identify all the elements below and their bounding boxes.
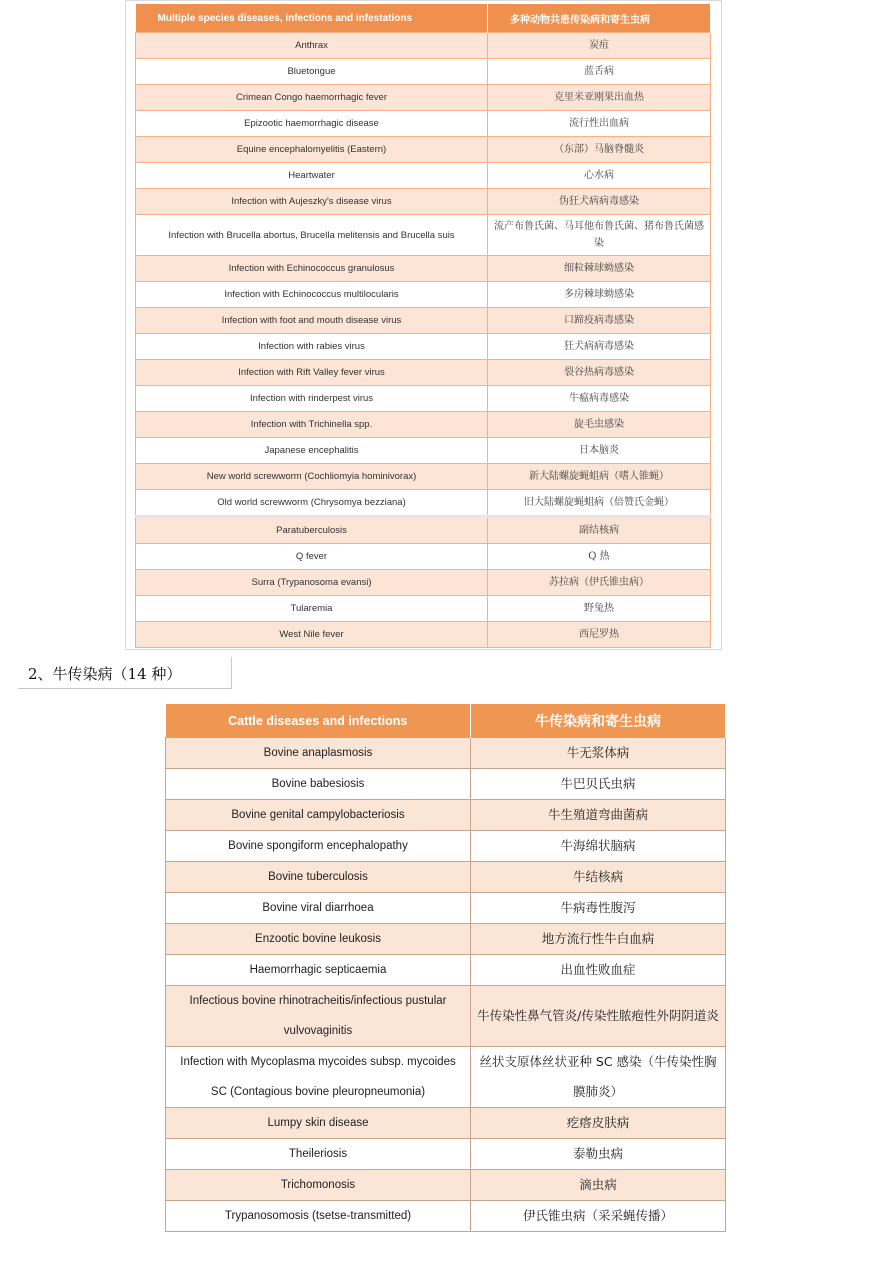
table1-header-zh: 多种动物共患传染病和寄生虫病 <box>488 4 711 33</box>
table-row <box>166 1139 726 1170</box>
disease-name-zh: 细粒棘球蚴感染 <box>488 256 711 282</box>
disease-name-en: Old world screwworm (Chrysomya bezziana) <box>136 490 488 517</box>
disease-name-zh: 旧大陆螺旋蝇蛆病（倍赞氏金蝇） <box>488 490 711 517</box>
section-heading-box <box>18 657 232 689</box>
table-row <box>136 59 711 85</box>
disease-name-zh: 牛结核病 <box>471 862 726 893</box>
table1-body <box>136 33 711 648</box>
disease-name-en: Infection with rabies virus <box>136 334 488 360</box>
disease-name-zh: 苏拉病（伊氏锥虫病） <box>488 570 711 596</box>
disease-name-zh: 疙瘩皮肤病 <box>471 1108 726 1139</box>
multiple-species-table-wrapper <box>135 4 710 648</box>
disease-name-en: Infection with Echinococcus granulosus <box>136 256 488 282</box>
disease-name-en: Equine encephalomyelitis (Eastern) <box>136 137 488 163</box>
disease-name-zh: 牛无浆体病 <box>471 738 726 769</box>
disease-name-zh: 伊氏锥虫病（采采蝇传播） <box>471 1201 726 1232</box>
disease-name-en: Trypanosomosis (tsetse-transmitted) <box>166 1201 471 1232</box>
table-row <box>136 438 711 464</box>
disease-name-en: Bovine spongiform encephalopathy <box>166 831 471 862</box>
table-row <box>166 1201 726 1232</box>
section-heading: 2、牛传染病（14 种） <box>28 665 182 683</box>
table2-header-row <box>166 704 726 738</box>
multiple-species-diseases-table <box>135 4 711 648</box>
disease-name-en: Theileriosis <box>166 1139 471 1170</box>
table-row <box>136 215 711 256</box>
disease-name-en: Surra (Trypanosoma evansi) <box>136 570 488 596</box>
disease-name-zh: 地方流行性牛白血病 <box>471 924 726 955</box>
disease-name-zh: 多房棘球蚴感染 <box>488 282 711 308</box>
disease-name-zh: 裂谷热病毒感染 <box>488 360 711 386</box>
disease-name-en: Infection with Trichinella spp. <box>136 412 488 438</box>
table-row <box>136 412 711 438</box>
disease-name-en: Lumpy skin disease <box>166 1108 471 1139</box>
table-row <box>166 1047 726 1108</box>
disease-name-en: Anthrax <box>136 33 488 59</box>
disease-name-en: Enzootic bovine leukosis <box>166 924 471 955</box>
table-row <box>136 85 711 111</box>
disease-name-en: Bovine viral diarrhoea <box>166 893 471 924</box>
table1-header-row <box>136 4 711 33</box>
disease-name-en: West Nile fever <box>136 622 488 648</box>
disease-name-zh: 牛巴贝氏虫病 <box>471 769 726 800</box>
disease-name-zh: 牛瘟病毒感染 <box>488 386 711 412</box>
disease-name-zh: 流产布鲁氏菌、马耳他布鲁氏菌、猪布鲁氏菌感染 <box>488 215 711 256</box>
disease-name-zh: 牛传染性鼻气管炎/传染性脓疱性外阴阴道炎 <box>471 986 726 1047</box>
disease-name-zh: 泰勒虫病 <box>471 1139 726 1170</box>
disease-name-zh: 副结核病 <box>488 517 711 544</box>
disease-name-en: New world screwworm (Cochliomyia hominivorax) <box>136 464 488 490</box>
disease-name-en: Infection with Mycoplasma mycoides subsp. mycoides SC (Contagious bovine pleuropneumonia) <box>166 1047 471 1108</box>
disease-name-en: Paratuberculosis <box>136 517 488 544</box>
disease-name-zh: 炭疽 <box>488 33 711 59</box>
table-row <box>136 386 711 412</box>
table-row <box>136 163 711 189</box>
disease-name-en: Bluetongue <box>136 59 488 85</box>
disease-name-en: Bovine anaplasmosis <box>166 738 471 769</box>
disease-name-en: Q fever <box>136 544 488 570</box>
disease-name-en: Crimean Congo haemorrhagic fever <box>136 85 488 111</box>
table2-header-zh: 牛传染病和寄生虫病 <box>471 704 726 738</box>
disease-name-en: Bovine tuberculosis <box>166 862 471 893</box>
table-row <box>136 517 711 544</box>
table-row <box>136 360 711 386</box>
table-row <box>136 33 711 59</box>
table-row <box>136 111 711 137</box>
table-row <box>136 189 711 215</box>
disease-name-zh: 狂犬病病毒感染 <box>488 334 711 360</box>
table-row <box>166 1170 726 1201</box>
table-row <box>166 769 726 800</box>
disease-name-en: Infection with Brucella abortus, Brucella melitensis and Brucella suis <box>136 215 488 256</box>
table-row <box>166 986 726 1047</box>
table-row <box>166 955 726 986</box>
disease-name-zh: 伪狂犬病病毒感染 <box>488 189 711 215</box>
disease-name-zh: 口蹄疫病毒感染 <box>488 308 711 334</box>
disease-name-zh: 日本脑炎 <box>488 438 711 464</box>
table-row <box>136 334 711 360</box>
table2-header-en: Cattle diseases and infections <box>166 704 471 738</box>
table-row <box>166 738 726 769</box>
disease-name-en: Bovine babesiosis <box>166 769 471 800</box>
disease-name-zh: 旋毛虫感染 <box>488 412 711 438</box>
disease-name-en: Trichomonosis <box>166 1170 471 1201</box>
table-row <box>136 490 711 517</box>
disease-name-en: Infectious bovine rhinotracheitis/infectious pustular vulvovaginitis <box>166 986 471 1047</box>
disease-name-zh: 牛海绵状脑病 <box>471 831 726 862</box>
disease-name-zh: 克里米亚刚果出血热 <box>488 85 711 111</box>
disease-name-zh: 出血性败血症 <box>471 955 726 986</box>
disease-name-zh: 心水病 <box>488 163 711 189</box>
disease-name-en: Infection with Echinococcus multilocularis <box>136 282 488 308</box>
table-row <box>166 924 726 955</box>
disease-name-zh: 野兔热 <box>488 596 711 622</box>
table-row <box>166 1108 726 1139</box>
disease-name-en: Infection with rinderpest virus <box>136 386 488 412</box>
table-row <box>136 137 711 163</box>
table-row <box>136 544 711 570</box>
table-row <box>136 308 711 334</box>
disease-name-zh: 滴虫病 <box>471 1170 726 1201</box>
disease-name-zh: 牛生殖道弯曲菌病 <box>471 800 726 831</box>
disease-name-zh: 蓝舌病 <box>488 59 711 85</box>
table-row <box>166 893 726 924</box>
table1-header-en: Multiple species diseases, infections and infestations <box>136 4 488 33</box>
disease-name-en: Haemorrhagic septicaemia <box>166 955 471 986</box>
table-row <box>136 570 711 596</box>
cattle-table-wrapper <box>165 704 725 1232</box>
disease-name-zh: （东部）马脑脊髓炎 <box>488 137 711 163</box>
table-row <box>166 800 726 831</box>
table-row <box>136 622 711 648</box>
disease-name-en: Heartwater <box>136 163 488 189</box>
disease-name-en: Infection with foot and mouth disease virus <box>136 308 488 334</box>
table-row <box>166 862 726 893</box>
disease-name-en: Infection with Aujeszky's disease virus <box>136 189 488 215</box>
disease-name-zh: 流行性出血病 <box>488 111 711 137</box>
disease-name-en: Tularemia <box>136 596 488 622</box>
disease-name-en: Infection with Rift Valley fever virus <box>136 360 488 386</box>
disease-name-zh: 牛病毒性腹泻 <box>471 893 726 924</box>
table-row <box>136 282 711 308</box>
table-row <box>136 596 711 622</box>
disease-name-zh: Q 热 <box>488 544 711 570</box>
cattle-diseases-table <box>165 704 726 1232</box>
table2-body <box>166 738 726 1232</box>
disease-name-zh: 丝状支原体丝状亚种 SC 感染（牛传染性胸膜肺炎） <box>471 1047 726 1108</box>
table-row <box>136 464 711 490</box>
disease-name-zh: 新大陆螺旋蝇蛆病（嗜人锥蝇） <box>488 464 711 490</box>
disease-name-en: Bovine genital campylobacteriosis <box>166 800 471 831</box>
table-row <box>166 831 726 862</box>
disease-name-en: Epizootic haemorrhagic disease <box>136 111 488 137</box>
disease-name-zh: 西尼罗热 <box>488 622 711 648</box>
disease-name-en: Japanese encephalitis <box>136 438 488 464</box>
table-row <box>136 256 711 282</box>
